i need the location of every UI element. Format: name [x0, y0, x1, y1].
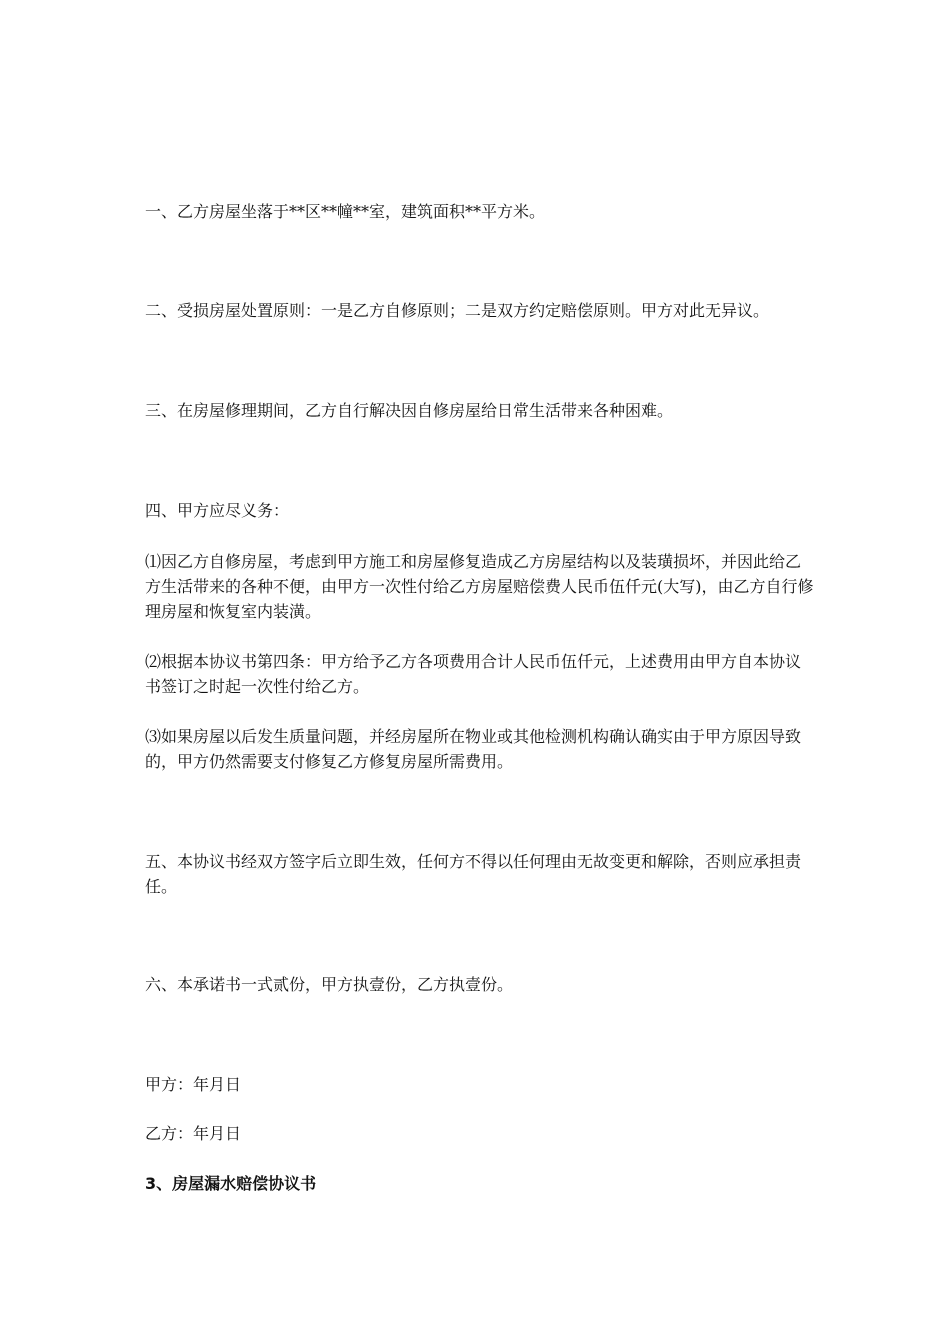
clause-2: 二、受损房屋处置原则：一是乙方自修原则；二是双方约定赔偿原则。甲方对此无异议。: [145, 301, 770, 320]
signature-party-b: 乙方：年月日: [145, 1124, 242, 1143]
next-section-title: 3、房屋漏水赔偿协议书: [145, 1174, 317, 1193]
clause-6: 六、本承诺书一式贰份，甲方执壹份，乙方执壹份。: [145, 975, 514, 994]
signature-party-a: 甲方：年月日: [145, 1075, 242, 1094]
clause-4-item-2: ⑵根据本协议书第四条：甲方给予乙方各项费用合计人民币伍仟元，上述费用由甲方自本协议书签订之时起一次性付给乙方。: [145, 652, 802, 696]
clause-4-item-3: ⑶如果房屋以后发生质量问题，并经房屋所在物业或其他检测机构确认确实由于甲方原因导致的，甲方仍然需要支付修复乙方修复房屋所需费用。: [145, 727, 802, 771]
clause-1: 一、乙方房屋坐落于**区**幢**室，建筑面积**平方米。: [145, 202, 546, 221]
clause-4-title: 四、甲方应尽义务：: [145, 501, 290, 520]
clause-4-item-1: ⑴因乙方自修房屋，考虑到甲方施工和房屋修复造成乙方房屋结构以及装璜损坏，并因此给乙方生活带来的各种不便，由甲方一次性付给乙方房屋赔偿费人民币伍仟元(大写)，由乙方自行修理房屋和恢复室内装潢。: [145, 552, 814, 621]
clause-3: 三、在房屋修理期间，乙方自行解决因自修房屋给日常生活带来各种困难。: [145, 401, 674, 420]
clause-5: 五、本协议书经双方签字后立即生效，任何方不得以任何理由无故变更和解除，否则应承担责任。: [145, 852, 802, 896]
